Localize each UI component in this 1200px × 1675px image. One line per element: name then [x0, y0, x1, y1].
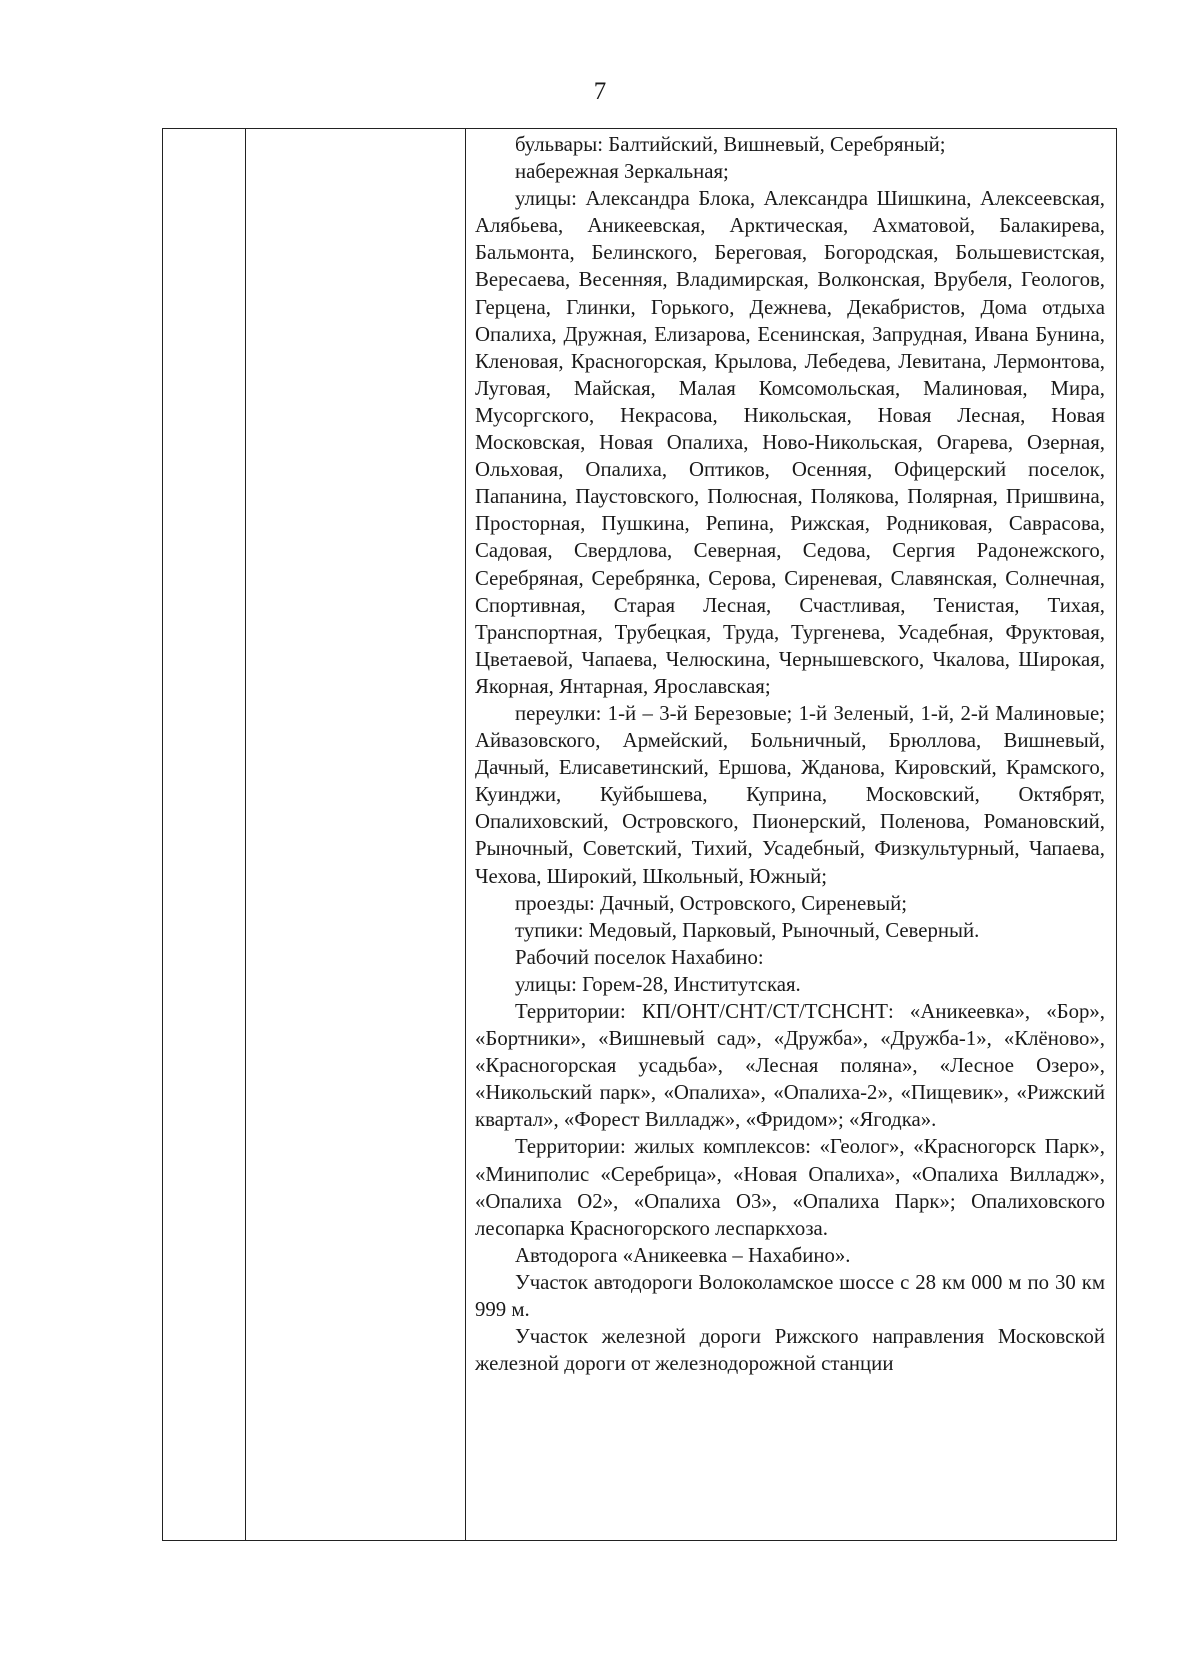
road-section-paragraph: Участок автодороги Волоколамское шоссе с 28 км 000 м по 30 км 999 м.: [475, 1270, 1105, 1322]
railway-section-paragraph: Участок железной дороги Рижского направления Московской железной дороги от железнодорожной станции: [475, 1325, 1105, 1376]
highway-paragraph: Автодорога «Аникеевка – Нахабино».: [515, 1243, 851, 1267]
residential-complexes-paragraph: Территории: жилых комплексов: «Геолог», «Красногорск Парк», «Миниполис «Серебрица», «Новая Опалиха», «Опалиха Вилладж», «Опалиха О2», «Опалиха О3», «Опалиха Парк»; Опалиховского лесопарка Красногорского леспаркхоза.: [475, 1135, 1105, 1240]
document-table: [162, 128, 1117, 1541]
settlement-streets-paragraph: улицы: Горем-28, Институтская.: [515, 972, 801, 996]
column-divider-2: [465, 129, 466, 1540]
streets-paragraph: улицы: Александра Блока, Александра Шишкина, Алексеевская, Алябьева, Аникеевская, Арктическая, Ахматовой, Балакирева, Бальмонта, Белинского, Береговая, Богородская, Большевистская, Вересаева, Весенняя, Владимирская, Волконская, Врубеля, Геологов, Герцена, Глинки, Горького, Дежнева, Декабристов, Дома отдыха Опалиха, Дружная, Елизарова, Есенинская, Запрудная, Ивана Бунина, Кленовая, Красногорская, Крылова, Лебедева, Левитана, Лермонтова, Луговая, Майская, Малая Комсомольская, Малиновая, Мира, Мусоргского, Некрасова, Никольская, Новая Лесная, Новая Московская, Новая Опалиха, Ново-Никольская, Огарева, Озерная, Ольховая, Опалиха, Оптиков, Осенняя, Офицерский поселок, Папанина, Паустовского, Полюсная, Полякова, Полярная, Пришвина, Просторная, Пушкина, Репина, Рижская, Родниковая, Саврасова, Садовая, Свердлова, Северная, Седова, Сергия Радонежского, Серебряная, Серебрянка, Серова, Сиреневая, Славянская, Солнечная, Спортивная, Старая Лесная, Счастливая, Тенистая, Тихая, Транспортная, Трубецкая, Труда, Тургенева, Усадебная, Фруктовая, Цветаевой, Чапаева, Челюскина, Чернышевского, Чкалова, Широкая, Якорная, Янтарная, Ярославская;: [475, 187, 1105, 698]
content-cell: [475, 131, 1105, 1377]
territories-paragraph: Территории: КП/ОНТ/СНТ/СТ/ТСНСНТ: «Аникеевка», «Бор», «Бортники», «Вишневый сад», «Дружба», «Дружба-1», «Клёново», «Красногорская усадьба», «Лесная поляна», «Лесное Озеро», «Никольский парк», «Опалиха», «Опалиха-2», «Пищевик», «Рижский квартал», «Форест Вилладж», «Фридом»; «Ягодка».: [475, 1000, 1105, 1132]
passages-paragraph: проезды: Дачный, Островского, Сиреневый;: [515, 891, 907, 915]
settlement-heading: Рабочий поселок Нахабино:: [515, 945, 764, 969]
boulevards-paragraph: бульвары: Балтийский, Вишневый, Серебряный;: [515, 133, 946, 156]
column-divider-1: [245, 129, 246, 1540]
page-number: 7: [593, 78, 607, 105]
lanes-paragraph: переулки: 1-й – 3-й Березовые; 1-й Зеленый, 1-й, 2-й Малиновые; Айвазовского, Армейский, Больничный, Брюллова, Вишневый, Дачный, Елисаветинский, Ершова, Жданова, Кировский, Крамского, Куинджи, Куйбышева, Куприна, Московский, Октябрят, Опалиховский, Островского, Пионерский, Поленова, Романовский, Рыночный, Советский, Тихий, Усадебный, Физкультурный, Чапаева, Чехова, Широкий, Школьный, Южный;: [475, 701, 1105, 888]
embankment-paragraph: набережная Зеркальная;: [515, 160, 729, 184]
dead-ends-paragraph: тупики: Медовый, Парковый, Рыночный, Северный.: [515, 918, 980, 942]
